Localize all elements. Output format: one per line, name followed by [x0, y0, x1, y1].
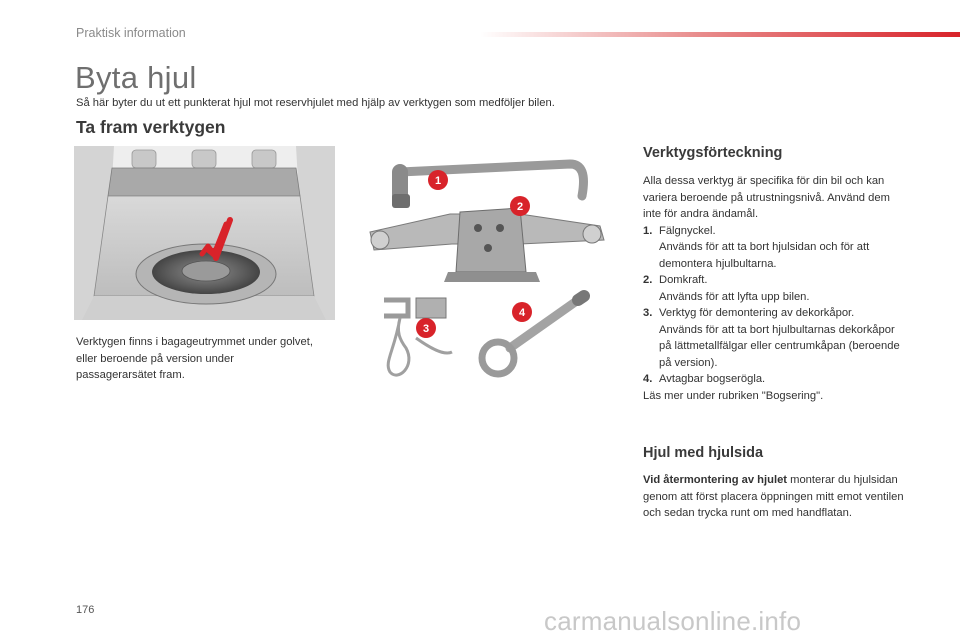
- trunk-caption: Verktygen finns i bagageutrymmet under golvet, eller beroende på version under passagerarsätet fram.: [76, 336, 313, 381]
- tool-item: [643, 305, 905, 371]
- wheel-text-body: monterar du hjulsidan genom att först placera öppningen mitt emot ventilen och sedan trycka runt om med handflatan.: [643, 474, 904, 519]
- svg-text:3: 3: [422, 323, 430, 335]
- page-number: 176: [76, 604, 95, 616]
- wheel-text: [643, 472, 905, 522]
- tool-desc: Används för att ta bort hjulsidan och för att demontera hjulbultarna.: [659, 241, 870, 270]
- tools-intro: Alla dessa verktyg är specifika för din bil och kan variera beroende på utrustningsnivå. Använd dem inte för andra ändamål.: [643, 175, 890, 220]
- callout-1: [428, 170, 448, 190]
- section-title: Ta fram verktygen: [76, 117, 226, 137]
- svg-text:4: 4: [518, 307, 526, 319]
- tools-heading: Verktygsförteckning: [643, 145, 783, 161]
- tool-name: Verktyg för demontering av dekorkåpor.: [659, 307, 855, 319]
- tool-name: Domkraft.: [659, 274, 708, 286]
- callout-4: [512, 302, 532, 322]
- tool-desc: Används för att lyfta upp bilen.: [659, 290, 810, 303]
- wheel-cover-block: [643, 443, 905, 522]
- wheel-text-lead: Vid återmontering av hjulet: [643, 474, 788, 486]
- tool-number: 3.: [643, 307, 653, 319]
- section-header: Praktisk information: [76, 26, 186, 40]
- tools-footer: Läs mer under rubriken "Bogsering".: [643, 389, 824, 402]
- tools-list-block: [643, 143, 905, 404]
- tool-number: 2.: [643, 274, 653, 286]
- watermark: carmanualsonline.info: [544, 606, 802, 636]
- tool-number: 1.: [643, 224, 653, 237]
- page-title: Byta hjul: [75, 60, 197, 95]
- intro-text: Så här byter du ut ett punkterat hjul mot reservhjulet med hjälp av verktygen som medföljer bilen.: [76, 97, 555, 109]
- tool-desc: Används för att ta bort hjulbultarnas dekorkåpor på lättmetallfälgar eller centrumkåpan (beroende på version).: [659, 323, 900, 369]
- header-rule: [480, 32, 960, 37]
- callout-3: [416, 318, 436, 338]
- wheel-heading: Hjul med hjulsida: [643, 445, 764, 461]
- callout-2: [510, 196, 530, 216]
- trunk-photo: [74, 146, 335, 320]
- tool-number: 4.: [643, 373, 653, 385]
- svg-text:2: 2: [516, 201, 524, 213]
- tool-item: [643, 223, 905, 273]
- tools-photo: [360, 152, 618, 389]
- tool-item: [643, 272, 905, 305]
- svg-text:1: 1: [434, 175, 442, 187]
- tool-name: Fälgnyckel.: [659, 224, 716, 237]
- tool-name: Avtagbar bogserögla.: [659, 373, 766, 385]
- tool-item: [643, 371, 905, 388]
